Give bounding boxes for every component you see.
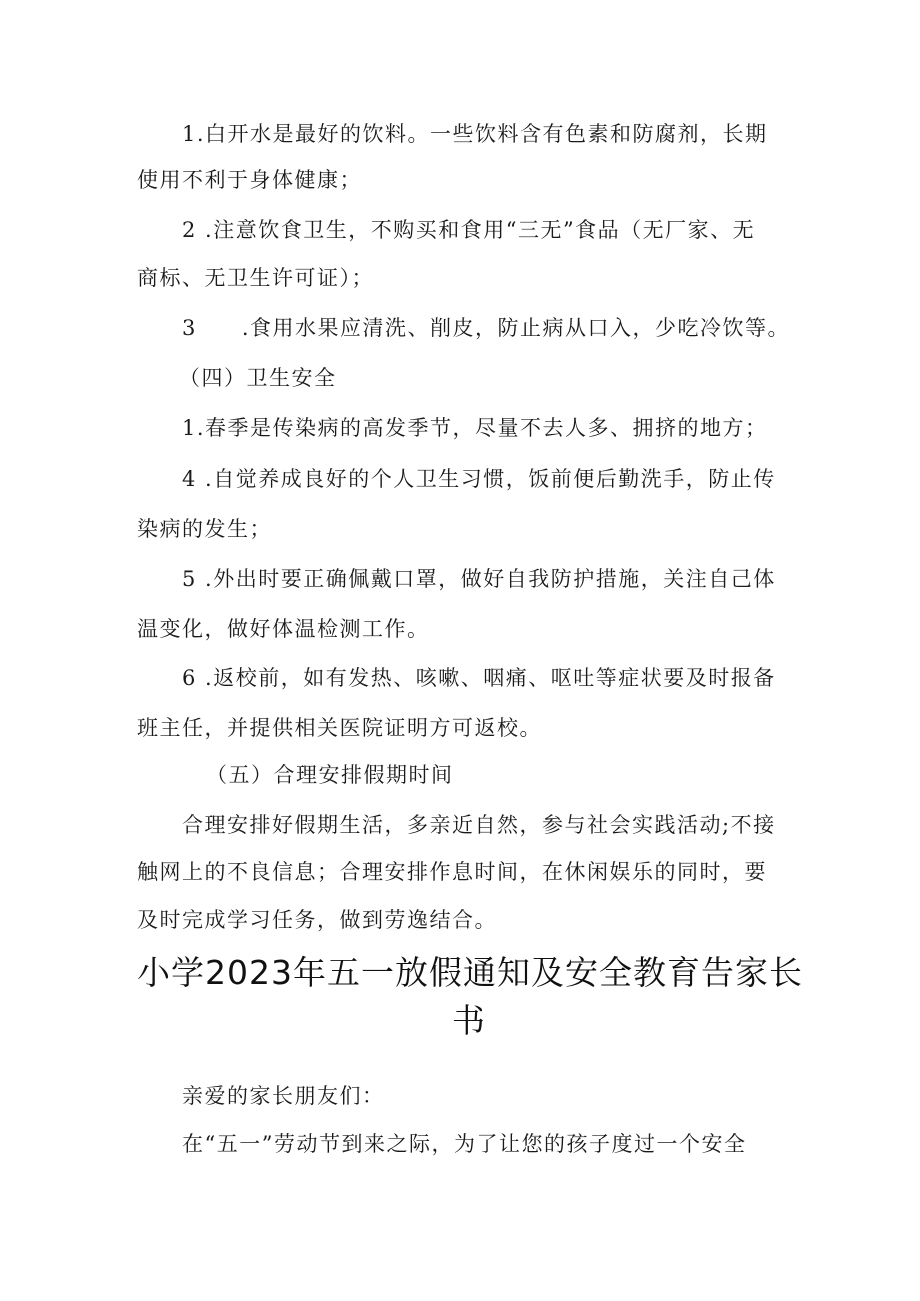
section-heading-holiday-time: （五）合理安排假期时间 — [206, 763, 454, 787]
paragraph-line-6: 1.春季是传染病的高发季节，尽量不去人多、拥挤的地方； — [182, 416, 768, 440]
paragraph-line-5: 3 .食用水果应清洗、削皮，防止病从口入，少吃冷饮等。 — [182, 316, 791, 340]
letter-title-line-2: 书 — [452, 1001, 486, 1040]
paragraph-line-14: 触网上的不良信息；合理安排作息时间，在休闲娱乐的同时，要 — [137, 860, 767, 884]
paragraph-line-11: 6 .返校前，如有发热、咳嗽、咽痛、呕吐等症状要及时报备 — [182, 666, 776, 690]
paragraph-line-13: 合理安排好假期生活，多亲近自然，参与社会实践活动;不接 — [182, 813, 776, 837]
letter-greeting: 亲爱的家长朋友们： — [182, 1084, 385, 1108]
paragraph-line-15: 及时完成学习任务，做到劳逸结合。 — [137, 908, 497, 932]
paragraph-line-10: 温变化，做好体温检测工作。 — [137, 617, 430, 641]
paragraph-line-2: 使用不利于身体健康； — [137, 168, 362, 192]
paragraph-line-1: 1.白开水是最好的饮料。一些饮料含有色素和防腐剂，长期 — [182, 122, 768, 146]
letter-body-line-1: 在“五一”劳动节到来之际，为了让您的孩子度过一个安全 — [182, 1132, 747, 1156]
paragraph-line-8: 染病的发生； — [137, 517, 272, 541]
letter-title-line-1: 小学2023年五一放假通知及安全教育告家长 — [137, 953, 803, 992]
paragraph-line-7: 4 .自觉养成良好的个人卫生习惯，饭前便后勤洗手，防止传 — [182, 467, 776, 491]
paragraph-line-12: 班主任，并提供相关医院证明方可返校。 — [137, 716, 542, 740]
section-heading-hygiene: （四）卫生安全 — [179, 366, 337, 390]
paragraph-line-4: 商标、无卫生许可证）； — [137, 266, 374, 290]
paragraph-line-3: 2 .注意饮食卫生，不购买和食用“三无”食品（无厂家、无 — [182, 218, 756, 242]
paragraph-line-9: 5 .外出时要正确佩戴口罩，做好自我防护措施，关注自己体 — [182, 567, 776, 591]
